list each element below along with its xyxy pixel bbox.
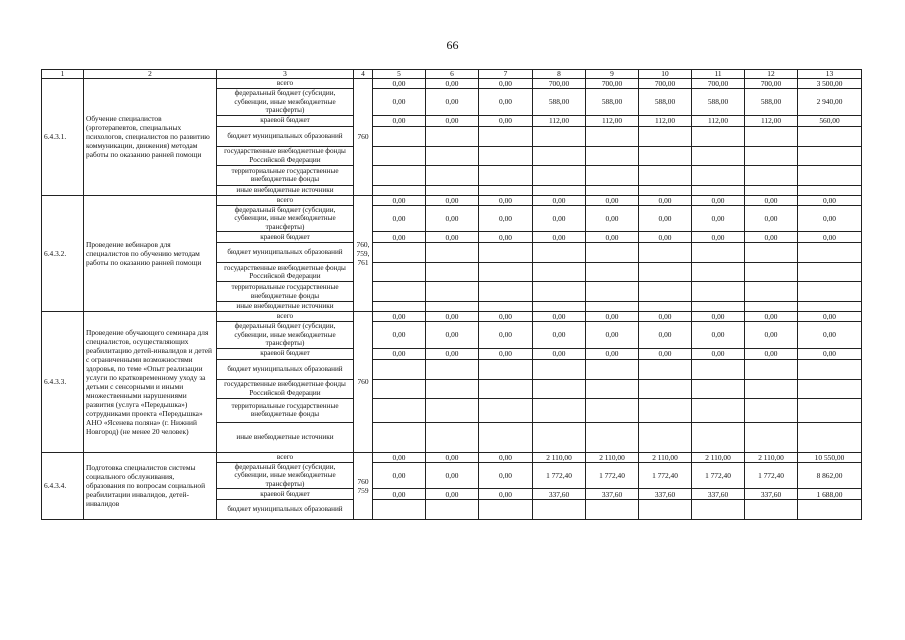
amount-cell: [479, 263, 533, 282]
amount-cell: [533, 422, 586, 452]
amount-cell: 700,00: [533, 79, 586, 89]
amount-cell: [745, 302, 798, 312]
amount-cell: [692, 398, 745, 422]
amount-cell: 0,00: [745, 205, 798, 232]
amount-cell: 0,00: [798, 312, 862, 322]
amount-cell: [533, 302, 586, 312]
amount-cell: [373, 126, 426, 146]
amount-cell: [745, 165, 798, 185]
amount-cell: 0,00: [426, 348, 479, 359]
amount-cell: 1 772,40: [533, 462, 586, 489]
funding-source: всего: [217, 452, 354, 462]
amount-cell: [798, 146, 862, 165]
amount-cell: 0,00: [692, 348, 745, 359]
item-code: 6.4.3.2.: [42, 195, 84, 312]
item-name: Подготовка специалистов системы социального обслуживания, образования по вопросам социальной реабилитации инвалидов, детей-инвалидов: [84, 452, 217, 520]
amount-cell: [533, 243, 586, 263]
amount-cell: [798, 263, 862, 282]
amount-cell: [745, 398, 798, 422]
amount-cell: 0,00: [373, 312, 426, 322]
amount-cell: [479, 243, 533, 263]
item-code: 6.4.3.3.: [42, 312, 84, 453]
amount-cell: 1 772,40: [639, 462, 692, 489]
amount-cell: [745, 500, 798, 520]
amount-cell: 0,00: [479, 452, 533, 462]
funding-source: бюджет муниципальных образований: [217, 126, 354, 146]
amount-cell: [639, 379, 692, 398]
amount-cell: [745, 185, 798, 195]
amount-cell: [692, 146, 745, 165]
amount-cell: 0,00: [692, 322, 745, 349]
amount-cell: [426, 126, 479, 146]
amount-cell: 112,00: [639, 115, 692, 126]
amount-cell: [586, 185, 639, 195]
funding-source: всего: [217, 195, 354, 205]
amount-cell: [373, 146, 426, 165]
amount-cell: [798, 243, 862, 263]
amount-cell: 0,00: [533, 195, 586, 205]
funding-source: государственные внебюджетные фонды Российской Федерации: [217, 146, 354, 165]
amount-cell: [692, 500, 745, 520]
amount-cell: 0,00: [479, 312, 533, 322]
responsible-code: 760: [354, 79, 373, 196]
amount-cell: [479, 359, 533, 379]
amount-cell: 0,00: [639, 232, 692, 243]
amount-cell: 588,00: [586, 89, 639, 116]
amount-cell: 0,00: [798, 205, 862, 232]
amount-cell: [533, 185, 586, 195]
amount-cell: 588,00: [639, 89, 692, 116]
header-cell: 10: [639, 70, 692, 79]
amount-cell: 0,00: [586, 232, 639, 243]
amount-cell: [692, 185, 745, 195]
amount-cell: [533, 126, 586, 146]
amount-cell: 0,00: [479, 79, 533, 89]
table-row: [42, 312, 862, 322]
amount-cell: 588,00: [533, 89, 586, 116]
amount-cell: 0,00: [373, 348, 426, 359]
funding-source: всего: [217, 79, 354, 89]
amount-cell: [639, 398, 692, 422]
amount-cell: [692, 126, 745, 146]
amount-cell: [586, 282, 639, 302]
amount-cell: [373, 185, 426, 195]
amount-cell: 0,00: [479, 89, 533, 116]
amount-cell: [639, 359, 692, 379]
funding-source: иные внебюджетные источники: [217, 185, 354, 195]
amount-cell: [426, 500, 479, 520]
amount-cell: [586, 422, 639, 452]
amount-cell: [798, 282, 862, 302]
amount-cell: 0,00: [798, 195, 862, 205]
amount-cell: 2 110,00: [586, 452, 639, 462]
amount-cell: [426, 422, 479, 452]
amount-cell: 0,00: [745, 322, 798, 349]
amount-cell: 0,00: [533, 312, 586, 322]
header-cell: 4: [354, 70, 373, 79]
amount-cell: 1 688,00: [798, 489, 862, 500]
funding-source: бюджет муниципальных образований: [217, 243, 354, 263]
amount-cell: [479, 146, 533, 165]
amount-cell: [586, 500, 639, 520]
header-cell: 1: [42, 70, 84, 79]
responsible-code: 760: [354, 312, 373, 453]
amount-cell: 0,00: [373, 79, 426, 89]
amount-cell: [639, 165, 692, 185]
amount-cell: [745, 359, 798, 379]
amount-cell: [586, 302, 639, 312]
amount-cell: [745, 282, 798, 302]
funding-source: краевой бюджет: [217, 115, 354, 126]
amount-cell: 0,00: [479, 348, 533, 359]
amount-cell: [639, 263, 692, 282]
funding-source: федеральный бюджет (субсидии, субвенции, иные межбюджетные трансферты): [217, 205, 354, 232]
amount-cell: [533, 359, 586, 379]
amount-cell: 0,00: [639, 348, 692, 359]
amount-cell: 0,00: [373, 195, 426, 205]
amount-cell: 0,00: [426, 89, 479, 116]
amount-cell: [479, 126, 533, 146]
header-cell: 3: [217, 70, 354, 79]
amount-cell: [692, 243, 745, 263]
amount-cell: 700,00: [639, 79, 692, 89]
funding-source: государственные внебюджетные фонды Российской Федерации: [217, 263, 354, 282]
amount-cell: 0,00: [639, 312, 692, 322]
amount-cell: 0,00: [426, 115, 479, 126]
amount-cell: 0,00: [479, 462, 533, 489]
amount-cell: [479, 422, 533, 452]
amount-cell: [745, 146, 798, 165]
amount-cell: 700,00: [692, 79, 745, 89]
amount-cell: 0,00: [426, 489, 479, 500]
amount-cell: 0,00: [639, 195, 692, 205]
amount-cell: [373, 302, 426, 312]
header-cell: 2: [84, 70, 217, 79]
funding-source: территориальные государственные внебюджетные фонды: [217, 165, 354, 185]
amount-cell: [426, 146, 479, 165]
funding-source: территориальные государственные внебюджетные фонды: [217, 282, 354, 302]
funding-source: краевой бюджет: [217, 232, 354, 243]
amount-cell: [426, 282, 479, 302]
amount-cell: 337,60: [745, 489, 798, 500]
header-cell: 5: [373, 70, 426, 79]
amount-cell: [745, 379, 798, 398]
table-row: [42, 79, 862, 89]
amount-cell: 2 110,00: [639, 452, 692, 462]
amount-cell: [586, 379, 639, 398]
amount-cell: 2 110,00: [745, 452, 798, 462]
amount-cell: 337,60: [692, 489, 745, 500]
amount-cell: [639, 422, 692, 452]
table-body: [42, 79, 862, 520]
amount-cell: 2 940,00: [798, 89, 862, 116]
amount-cell: 588,00: [692, 89, 745, 116]
amount-cell: [639, 500, 692, 520]
amount-cell: [692, 359, 745, 379]
amount-cell: [373, 243, 426, 263]
header-cell: 6: [426, 70, 479, 79]
amount-cell: 0,00: [586, 322, 639, 349]
amount-cell: [639, 302, 692, 312]
funding-source: краевой бюджет: [217, 489, 354, 500]
amount-cell: [586, 165, 639, 185]
amount-cell: 10 550,00: [798, 452, 862, 462]
header-cell: 13: [798, 70, 862, 79]
amount-cell: 0,00: [426, 195, 479, 205]
amount-cell: 2 110,00: [533, 452, 586, 462]
table-row: [42, 195, 862, 205]
funding-source: территориальные государственные внебюджетные фонды: [217, 398, 354, 422]
funding-source: иные внебюджетные источники: [217, 302, 354, 312]
amount-cell: 0,00: [586, 195, 639, 205]
amount-cell: 0,00: [533, 205, 586, 232]
header-cell: 8: [533, 70, 586, 79]
amount-cell: 0,00: [533, 348, 586, 359]
header-cell: 7: [479, 70, 533, 79]
amount-cell: [479, 500, 533, 520]
amount-cell: 0,00: [479, 489, 533, 500]
amount-cell: [533, 398, 586, 422]
amount-cell: [426, 165, 479, 185]
amount-cell: 0,00: [479, 322, 533, 349]
amount-cell: 8 862,00: [798, 462, 862, 489]
amount-cell: [639, 282, 692, 302]
amount-cell: [533, 165, 586, 185]
item-name: Обучение специалистов (эрготерапевтов, специальных психологов, специалистов по развитию коммуникации, движения) методам работы по оказанию ранней помощи: [84, 79, 217, 196]
item-code: 6.4.3.1.: [42, 79, 84, 196]
amount-cell: 0,00: [373, 489, 426, 500]
amount-cell: [586, 146, 639, 165]
amount-cell: 1 772,40: [692, 462, 745, 489]
amount-cell: [533, 263, 586, 282]
amount-cell: [479, 185, 533, 195]
amount-cell: [692, 263, 745, 282]
amount-cell: 0,00: [692, 195, 745, 205]
funding-source: федеральный бюджет (субсидии, субвенции, иные межбюджетные трансферты): [217, 89, 354, 116]
amount-cell: 0,00: [479, 115, 533, 126]
amount-cell: 0,00: [745, 348, 798, 359]
amount-cell: [479, 379, 533, 398]
amount-cell: 0,00: [798, 322, 862, 349]
amount-cell: 0,00: [373, 205, 426, 232]
amount-cell: [639, 185, 692, 195]
amount-cell: 0,00: [373, 462, 426, 489]
amount-cell: 0,00: [745, 312, 798, 322]
amount-cell: [639, 146, 692, 165]
amount-cell: 0,00: [639, 322, 692, 349]
amount-cell: 0,00: [533, 232, 586, 243]
amount-cell: 0,00: [479, 232, 533, 243]
funding-source: федеральный бюджет (субсидии, субвенции, иные межбюджетные трансферты): [217, 322, 354, 349]
amount-cell: 337,60: [639, 489, 692, 500]
amount-cell: [798, 165, 862, 185]
funding-source: государственные внебюджетные фонды Российской Федерации: [217, 379, 354, 398]
amount-cell: 0,00: [373, 232, 426, 243]
amount-cell: 112,00: [692, 115, 745, 126]
page-number: 66: [446, 38, 459, 52]
amount-cell: [373, 398, 426, 422]
amount-cell: [426, 263, 479, 282]
amount-cell: [745, 263, 798, 282]
budget-table: [41, 69, 862, 520]
amount-cell: [798, 359, 862, 379]
responsible-code: 760 759: [354, 452, 373, 520]
amount-cell: 0,00: [745, 232, 798, 243]
amount-cell: 0,00: [373, 89, 426, 116]
amount-cell: [798, 500, 862, 520]
funding-source: бюджет муниципальных образований: [217, 500, 354, 520]
amount-cell: [479, 302, 533, 312]
amount-cell: 0,00: [586, 312, 639, 322]
amount-cell: [479, 165, 533, 185]
amount-cell: 0,00: [373, 452, 426, 462]
item-name: Проведение вебинаров для специалистов по обучению методам работы по оказанию ранней помощи: [84, 195, 217, 312]
amount-cell: [692, 379, 745, 398]
amount-cell: 112,00: [586, 115, 639, 126]
amount-cell: [426, 379, 479, 398]
amount-cell: [533, 146, 586, 165]
amount-cell: [798, 185, 862, 195]
amount-cell: [426, 398, 479, 422]
amount-cell: 0,00: [745, 195, 798, 205]
amount-cell: 700,00: [586, 79, 639, 89]
amount-cell: [426, 185, 479, 195]
table-row: [42, 452, 862, 462]
amount-cell: 700,00: [745, 79, 798, 89]
amount-cell: [586, 243, 639, 263]
funding-source: иные внебюджетные источники: [217, 422, 354, 452]
item-name: Проведение обучающего семинара для специалистов, осуществляющих реабилитацию детей-инвалидов и детей с ограниченными возможностями здоровья, по теме «Опыт реализации услуги по кратковременному уходу за детьми с сенсорными и иными множественными нарушениями развития (услуга «Передышка») сотрудниками проекта «Передышка» АНО «Ясенева поляна» (г. Нижний Новгород) (не менее 20 человек): [84, 312, 217, 453]
amount-cell: [798, 379, 862, 398]
amount-cell: 0,00: [479, 205, 533, 232]
amount-cell: 0,00: [798, 348, 862, 359]
amount-cell: [586, 398, 639, 422]
amount-cell: 0,00: [639, 205, 692, 232]
amount-cell: [692, 282, 745, 302]
amount-cell: [533, 379, 586, 398]
amount-cell: [798, 422, 862, 452]
amount-cell: 0,00: [426, 79, 479, 89]
amount-cell: [639, 126, 692, 146]
amount-cell: 1 772,40: [745, 462, 798, 489]
amount-cell: [745, 422, 798, 452]
amount-cell: 0,00: [692, 232, 745, 243]
amount-cell: 0,00: [798, 232, 862, 243]
amount-cell: 0,00: [479, 195, 533, 205]
amount-cell: 0,00: [426, 322, 479, 349]
header-cell: 12: [745, 70, 798, 79]
amount-cell: 0,00: [426, 312, 479, 322]
amount-cell: 560,00: [798, 115, 862, 126]
amount-cell: [692, 302, 745, 312]
header-row: [42, 70, 862, 79]
amount-cell: 0,00: [692, 205, 745, 232]
funding-source: федеральный бюджет (субсидии, субвенции, иные межбюджетные трансферты): [217, 462, 354, 489]
amount-cell: 0,00: [426, 232, 479, 243]
amount-cell: [692, 422, 745, 452]
amount-cell: 0,00: [586, 348, 639, 359]
amount-cell: [533, 282, 586, 302]
amount-cell: 0,00: [373, 322, 426, 349]
amount-cell: 112,00: [745, 115, 798, 126]
amount-cell: [479, 398, 533, 422]
amount-cell: 337,60: [533, 489, 586, 500]
amount-cell: 2 110,00: [692, 452, 745, 462]
amount-cell: [426, 302, 479, 312]
funding-source: всего: [217, 312, 354, 322]
amount-cell: [373, 379, 426, 398]
amount-cell: 0,00: [426, 452, 479, 462]
amount-cell: 0,00: [586, 205, 639, 232]
amount-cell: [586, 359, 639, 379]
amount-cell: [586, 126, 639, 146]
amount-cell: [745, 126, 798, 146]
amount-cell: 337,60: [586, 489, 639, 500]
amount-cell: [798, 126, 862, 146]
amount-cell: 0,00: [533, 322, 586, 349]
amount-cell: 3 500,00: [798, 79, 862, 89]
amount-cell: 0,00: [426, 462, 479, 489]
amount-cell: 1 772,40: [586, 462, 639, 489]
amount-cell: [479, 282, 533, 302]
amount-cell: 0,00: [373, 115, 426, 126]
funding-source: краевой бюджет: [217, 348, 354, 359]
funding-source: бюджет муниципальных образований: [217, 359, 354, 379]
amount-cell: [373, 500, 426, 520]
header-cell: 9: [586, 70, 639, 79]
amount-cell: [745, 243, 798, 263]
amount-cell: [373, 422, 426, 452]
amount-cell: 0,00: [692, 312, 745, 322]
amount-cell: [798, 302, 862, 312]
amount-cell: [426, 359, 479, 379]
amount-cell: [373, 359, 426, 379]
amount-cell: [373, 263, 426, 282]
amount-cell: [639, 243, 692, 263]
amount-cell: 588,00: [745, 89, 798, 116]
amount-cell: [373, 282, 426, 302]
header-cell: 11: [692, 70, 745, 79]
amount-cell: [426, 243, 479, 263]
item-code: 6.4.3.4.: [42, 452, 84, 520]
responsible-code: 760, 759, 761: [354, 195, 373, 312]
amount-cell: [533, 500, 586, 520]
amount-cell: [586, 263, 639, 282]
amount-cell: [692, 165, 745, 185]
amount-cell: 0,00: [426, 205, 479, 232]
amount-cell: 112,00: [533, 115, 586, 126]
amount-cell: [798, 398, 862, 422]
amount-cell: [373, 165, 426, 185]
